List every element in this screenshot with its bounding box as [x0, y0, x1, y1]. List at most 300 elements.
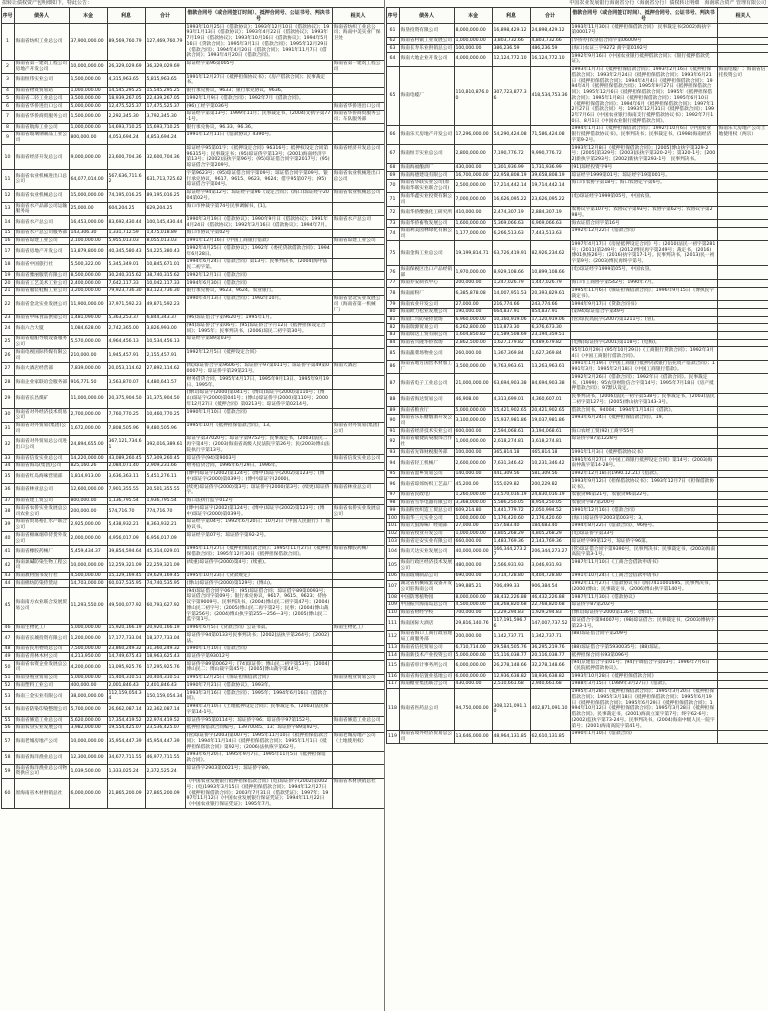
cell-interest: 21,589,508.69	[492, 331, 530, 339]
cell-debtor: 海南省水产总公司	[14, 216, 69, 229]
cell-related	[717, 630, 768, 643]
cell-debtor: 海南省二轻工业总公司	[14, 95, 69, 103]
cell-total: 20,404,310.51	[145, 674, 185, 682]
cell-principal: 1,600,000.00	[454, 220, 492, 228]
cell-index: 18	[1, 258, 14, 271]
cell-related	[332, 724, 384, 732]
cell-contracts: 1990年1月10日《借款合同》	[185, 409, 332, 422]
cell-debtor: 海南行政区经济技术发展公司	[400, 559, 453, 571]
cell-interest: 7,642,117.33	[107, 280, 145, 288]
cell-interest: 34,677,711.55	[107, 751, 145, 764]
table-row	[1, 588, 384, 624]
cell-index: 109	[386, 601, 399, 609]
table-row	[1, 518, 384, 531]
cell-total: 27,892,114.62	[145, 362, 185, 375]
cell-interest: 112,159,054.34	[107, 690, 145, 703]
table-row	[1, 245, 384, 258]
cell-principal: 14,220,000.00	[69, 455, 107, 463]
cell-total: 4,853,694.24	[145, 131, 185, 144]
cell-debtor: 海南省对外经济技术贸易公司	[15, 409, 68, 421]
cell-principal: 8,000,000.00	[454, 24, 492, 37]
cell-contracts: 农协议字第107号；农协议字第93号；农协字第62号；农协议字第298号。	[570, 206, 717, 219]
cell-contracts: (管)琼民高院字(2007)第1211号；(管)。	[570, 316, 717, 324]
cell-total: 3,792,345.30	[145, 110, 185, 123]
cell-total: 2,909,231.66	[145, 462, 185, 470]
cell-related	[332, 690, 384, 703]
cell-principal: 6,960,000.00	[454, 316, 492, 324]
cell-index: 31	[1, 422, 14, 435]
table-row	[386, 617, 768, 630]
cell-index: 96	[386, 478, 399, 491]
cell-total: 39,658,808.19	[530, 172, 570, 180]
cell-principal: 37,900,000.00	[69, 24, 107, 60]
cell-contracts: 1993年10月28日《抵押担保借款合同》	[570, 673, 717, 681]
table-row	[1, 349, 384, 362]
cell-debtor: 海南六合大厦	[14, 322, 69, 335]
cell-principal: 190,000.00	[454, 308, 492, 316]
cell-principal: 3,982,000.00	[69, 724, 107, 732]
cell-index: 54	[1, 703, 14, 716]
cell-index: 38	[1, 505, 14, 518]
cell-interest: 23,860,249.32	[107, 645, 145, 653]
table-row	[386, 360, 768, 373]
table-row	[1, 462, 384, 470]
cell-index: 13	[1, 203, 14, 216]
cell-total: 46,432,226.88	[530, 594, 570, 602]
cell-principal: 1,000,000.00	[454, 515, 492, 523]
cell-interest: 216,774.66	[492, 301, 530, 309]
table-row	[386, 580, 768, 593]
cell-principal: 430,000.00	[454, 680, 492, 688]
cell-interest: 2,084,071.40	[107, 462, 145, 470]
cell-related	[332, 95, 384, 103]
cell-index: 117	[386, 680, 399, 688]
cell-index: 63	[386, 45, 399, 53]
cell-debtor: 海南省村镇工业发展公司	[400, 38, 453, 44]
cell-debtor: 海南利美园林绿化有限公司	[400, 228, 453, 240]
cell-interest: 367,121,734.61	[107, 435, 145, 454]
cell-index: 112	[386, 630, 399, 643]
cell-interest: 117,191,596.76	[492, 617, 530, 630]
col-header-principal: 本金	[454, 8, 492, 24]
cell-related	[717, 617, 768, 630]
cell-total: 10,460,770.25	[145, 409, 185, 422]
cell-debtor: 海南省水产总公司服务部	[15, 230, 68, 236]
cell-principal: 210,000.00	[69, 349, 107, 362]
cell-principal: 6,000,000.00	[454, 659, 492, 672]
cell-related	[717, 316, 768, 324]
cell-contracts: 琼证经字第96第005号	[185, 60, 332, 73]
cell-index: 55	[1, 717, 14, 725]
cell-interest: 5,345,349.01	[107, 258, 145, 271]
cell-related	[332, 765, 384, 778]
cell-index: 23	[1, 314, 14, 322]
cell-contracts: 1993年12月8日《抵押担保借款合同》；[2005]博山执字第329-2号；[2005]第329号；[2003]法执字第320-2号；第320-1号；[2002]新执字第293号；[2002]新执字第293-1号 民事判决书。	[571, 145, 716, 163]
cell-total: 3,046,931.93	[530, 559, 570, 572]
cell-principal: 200,000.00	[454, 279, 492, 287]
cell-related	[717, 522, 768, 530]
cell-contracts: (博山)琼证字(2000)第041号；(博山)琼证字(2000)第110号；(博山)琼证字(2000)第041号；(博山)琼证侨字(2000)第110号；2000年12月27日《抵押合同》第0213号；琼证侨字第0214号。	[185, 389, 332, 408]
cell-debtor: 海南老城房地产公司	[14, 732, 69, 751]
cell-total: 1,342,737.71	[530, 630, 570, 643]
cell-contracts: 《中国农业发展银行抵押担保借款合同》(电)琼证侨字(2002)第002号；(电)1993年3月15日《抵押担保借款合同》；1994年12月27日《抵押担保借款合同》；2003年7月31日《借款凭证》；1997年；1997年11月12日《中国农业发展银行保证凭证》；1994年11月22日《中国农业银行保证凭证》；1995年7月。	[185, 778, 332, 809]
cell-index: 36	[1, 484, 14, 497]
cell-contracts: 琼证侨字94第0133号民事判决书；[2002]法执字第264号；[2002]法。	[185, 632, 332, 645]
cell-debtor: 海南省医药总公司	[399, 688, 454, 730]
cell-principal: 2,400,000.00	[69, 280, 107, 288]
cell-related	[332, 751, 384, 764]
table-row	[386, 414, 768, 427]
cell-principal: 38,000,000.00	[69, 690, 107, 703]
cell-contracts: 95年10月29日 (95年10月29日)《工商银行贷款合同》；1992年3月4日《中国工商银行借款合同》。	[570, 347, 717, 360]
cell-debtor: 海南棉纺防染侍货站	[14, 580, 69, 588]
cell-total: 4,803,732.66	[530, 37, 570, 45]
cell-index: 43	[1, 572, 14, 580]
cell-contracts: 琼证侨字(94)第9003号	[185, 455, 332, 463]
cell-interest: 5,586,250.05	[492, 499, 530, 507]
cell-total: 17,475,525.37	[145, 103, 185, 111]
cell-principal: 100,000.00	[454, 449, 492, 457]
cell-related	[332, 497, 384, 505]
cell-principal: 17,296,000.00	[454, 125, 492, 144]
cell-principal: 27,000.00	[454, 522, 492, 530]
cell-interest: 15,920,166.19	[107, 624, 145, 632]
table-row	[1, 287, 384, 295]
cell-related	[717, 491, 768, 499]
cell-interest: 18,939,267.05	[107, 95, 145, 103]
cell-interest: 4,313,699.01	[492, 393, 530, 406]
cell-total: 27,865,200.09	[145, 778, 185, 809]
cell-principal: 6,000,000.00	[454, 673, 492, 681]
cell-related	[717, 449, 768, 457]
cell-contracts: 琼证经字第89第03号	[185, 335, 332, 348]
cell-total: 854,837.91	[530, 308, 570, 316]
cell-contracts: 琼证经字99第12号，琼证侨字96第。	[570, 538, 717, 546]
cell-index: 101	[386, 522, 399, 530]
cell-principal: 1,200,000.00	[69, 632, 107, 645]
cell-index: 87	[386, 374, 399, 393]
cell-index: 104	[386, 546, 399, 559]
cell-total: 20,501,355.55	[145, 484, 185, 497]
cell-total: 1,475,018.89	[145, 229, 185, 237]
cell-contracts: 1995年12月25日《保证担保借款合同》	[185, 674, 332, 682]
cell-total: 31,375,904.50	[145, 389, 185, 408]
cell-related	[717, 507, 768, 515]
cell-related	[332, 703, 384, 716]
cell-principal: 10,000,000.00	[69, 60, 107, 73]
cell-contracts: 1987年11月10日《工商合会借款申请书》	[570, 559, 717, 572]
cell-contracts: 1993年9月12日《担保借款协议书》；1993年12月7日《担保借款协议书》。	[570, 478, 717, 491]
cell-index: 119	[386, 730, 399, 743]
cell-contracts: 1994年8月22日《借款合同》，96格号。	[570, 522, 717, 530]
table-row	[386, 470, 768, 478]
table-row	[386, 324, 768, 332]
cell-interest: 63,694,903.38	[492, 374, 530, 393]
table-row	[1, 580, 384, 588]
cell-total: 127,469,760.79	[145, 24, 185, 60]
cell-debtor: 海南乔安制衣中心	[399, 279, 454, 287]
cell-index: 99	[386, 507, 399, 515]
cell-contracts: 1992年12月1日《借款合同》	[185, 272, 332, 280]
cell-total: 54,225,380.43	[145, 245, 185, 258]
cell-total: 3,194,068.61	[530, 428, 570, 436]
cell-principal: 110,810,876.00	[454, 66, 492, 125]
cell-related	[717, 266, 768, 279]
cell-interest: 308,121,091.10	[492, 688, 530, 730]
cell-principal: 12,300,000.00	[69, 751, 107, 764]
cell-index: 39	[1, 518, 14, 531]
cell-principal: 45,200.00	[454, 478, 492, 491]
cell-contracts: 1991年1月19日《中国工商银行抵押贷款银行信托资产借款合同》；1991年3月；1995年2月18日《中国工商银行借款》。	[570, 360, 717, 373]
cell-contracts: (博中)琼证字(2002)第124号；(博中)琼证字(2002)第123号；(博中)琼证字(2000)第039号。	[185, 505, 332, 518]
cell-interest: 22,958,808.19	[492, 172, 530, 180]
cell-interest: 29,584,505.76	[492, 644, 530, 652]
cell-related	[717, 538, 768, 546]
cell-debtor: 海南省审计事务所公司	[399, 659, 454, 672]
cell-principal: 4,200,000.00	[69, 661, 107, 674]
table-row	[386, 491, 768, 499]
cell-contracts: (博山)琼证侨字(2000)第129号；(博山)。	[185, 580, 332, 588]
cell-contracts: 海农证借合同字第16号	[570, 220, 717, 228]
cell-related	[717, 301, 768, 309]
table-row	[1, 87, 384, 95]
cell-debtor: 海南省林业总公司	[14, 484, 69, 497]
cell-interest: 79,923,736.30	[107, 287, 145, 295]
cell-total: 22,768,820.68	[530, 601, 570, 609]
cell-debtor: 海南省物资贸易站	[14, 87, 69, 95]
cell-interest: 1,301,936.99	[492, 164, 530, 172]
table-row	[1, 272, 384, 280]
table-row	[386, 279, 768, 287]
cell-contracts: (续)琼证侨合字第9606号；琼证侨字97第011号；琼证侨字第49第00007号；琼证侨字第29第21号。	[185, 362, 332, 375]
cell-total: 10,231,346.42	[530, 457, 570, 470]
cell-interest: 60,037,535.95	[107, 580, 145, 588]
cell-interest: 20,375,904.50	[107, 389, 145, 408]
cell-interest: 2,618,274.81	[492, 435, 530, 448]
cell-total: 19,629,169.45	[145, 572, 185, 580]
table-row	[386, 449, 768, 457]
cell-total: 100,145,430.44	[145, 216, 185, 229]
cell-principal: 1,039,500.00	[69, 765, 107, 778]
cell-debtor: 海南省水产品部公司运输服务站	[15, 203, 68, 215]
table-row	[1, 624, 384, 632]
cell-principal: 1,260,000.00	[454, 491, 492, 499]
cell-interest: 1,176,420.60	[492, 515, 530, 523]
table-row	[1, 545, 384, 558]
cell-total: 18,963,625.43	[145, 653, 185, 661]
cell-related	[717, 414, 768, 427]
cell-contracts: (88)琼证借合字第5930035号；(88)琼证。	[570, 644, 717, 652]
cell-index: 98	[386, 499, 399, 507]
cell-debtor: 海南省轻工机械厂	[399, 457, 454, 470]
table-row	[386, 559, 768, 572]
cell-principal: 94,750,000.00	[454, 688, 492, 730]
cell-related: 海南省林业总公司	[332, 484, 384, 497]
cell-related	[717, 478, 768, 491]
table-row	[1, 229, 384, 237]
cell-interest: 1,333,025.24	[107, 765, 145, 778]
cell-interest: 30,240,315.62	[107, 272, 145, 280]
cell-related	[332, 314, 384, 322]
cell-related	[717, 24, 768, 37]
table-row	[386, 45, 768, 53]
table-row	[1, 422, 384, 435]
table-row	[386, 572, 768, 580]
cell-interest: 16,898,429.12	[492, 24, 530, 37]
cell-principal: 2,500,000.00	[454, 179, 492, 192]
cell-debtor: 原海南省木材供销总社	[14, 778, 69, 809]
cell-debtor: 海南省棉麻烟草侍货外发公司	[15, 532, 68, 544]
cell-index: 47	[1, 632, 14, 645]
cell-related	[332, 376, 384, 389]
cell-interest: 3,805,268.29	[492, 530, 530, 538]
cell-principal: 13,646,000.00	[454, 730, 492, 743]
cell-interest: 35,954,447.39	[107, 732, 145, 751]
cell-contracts: 1990年7月21日《借款协议》，1993年。	[185, 682, 332, 690]
cell-total: 45,954,447.39	[145, 732, 185, 751]
cell-related: 海南省第一建筑工程公司	[332, 60, 384, 73]
cell-index: 113	[386, 644, 399, 652]
cell-contracts: 1991年12月27日《抵押担保协议书》；《房产借款合同》；民事裁定书。	[185, 74, 332, 87]
cell-related	[717, 279, 768, 287]
cell-total: 49,871,592.23	[145, 295, 185, 314]
cell-principal: 1,000,000.00	[454, 435, 492, 448]
cell-interest: 4,315,963.65	[107, 74, 145, 87]
cell-contracts: 琼证经字第07号；琼证侨字第92-2号。	[185, 532, 332, 545]
cell-debtor: 海南恒伟实业公司	[14, 74, 69, 87]
cell-index: 44	[1, 580, 14, 588]
table-row	[386, 125, 768, 144]
cell-total: 2,372,525.24	[145, 765, 185, 778]
cell-principal: 6,385,878.08	[454, 287, 492, 300]
cell-related: 海南老城房地产公司（土地使用权）	[332, 732, 384, 751]
cell-contracts: [94]琼证侨合字第06号；[95]琼证侨合字月12日《抵押担保设定合同》；1995年；民事判决书，(2006)琼民二初字第30号。	[185, 322, 332, 335]
cell-related	[332, 258, 384, 271]
cell-principal: 12,600,000.00	[69, 484, 107, 497]
cell-principal: 400,000.00	[69, 682, 107, 690]
cell-related	[717, 227, 768, 240]
cell-principal: 2,925,000.00	[69, 518, 107, 531]
cell-related	[717, 530, 768, 538]
cell-total: 1,731,936.99	[530, 164, 570, 172]
cell-contracts: 1994年9月17日《贷款合同书》	[570, 301, 717, 309]
table-row	[386, 507, 768, 515]
cell-principal: 46,908.00	[454, 393, 492, 406]
col-header-related: 相关人	[332, 8, 384, 24]
cell-principal: 2,862,500.00	[454, 339, 492, 347]
loan-table-left	[1, 7, 385, 809]
table-row	[386, 66, 768, 125]
cell-contracts: 1990年3月19日《借款协议》；1990年9月日《借款协议》；1991年4月24日《借款协议》；1992年3月16日《借款协议》；1994年7月。	[185, 216, 332, 229]
table-row	[386, 301, 768, 309]
cell-total: 486,236.59	[530, 45, 570, 53]
col-header-contracts: 借款合同号（或合同签订时间）、抵押合同号、公证书号、判决书号	[185, 8, 332, 24]
cell-contracts: (海口)农证三字9272 商字第0192号	[570, 45, 717, 53]
cell-interest: 17,214,442.14	[492, 179, 530, 192]
table-row	[1, 124, 384, 132]
cell-principal: 2,100,000.00	[69, 237, 107, 245]
cell-contracts: 1993年11月30日《抵押担保借款合同》 民事裁定书(2002)海执字第00017号	[570, 24, 717, 37]
cell-index: 41	[1, 545, 14, 558]
cell-debtor: 海南瑞源贸易公司	[399, 324, 454, 332]
cell-index: 45	[1, 588, 14, 624]
table-row	[386, 659, 768, 672]
cell-total: 62,610,131.85	[530, 730, 570, 743]
table-row	[1, 95, 384, 103]
cell-debtor: 海南省防染印染整理公司	[14, 703, 69, 716]
cell-principal: 21,000,000.00	[454, 374, 492, 393]
cell-debtor: 海南省玻璃钢制品工业公司	[15, 132, 68, 144]
cell-index: 74	[386, 227, 399, 240]
cell-related: 海南省农业机械进出口总公司	[332, 170, 384, 189]
cell-related	[717, 673, 768, 681]
cell-principal: 3,500,000.00	[454, 360, 492, 373]
cell-related: 海南省水产总公司	[332, 216, 384, 229]
table-row	[386, 393, 768, 406]
cell-interest: 12,475,525.37	[107, 103, 145, 111]
col-header-interest: 利息	[107, 8, 145, 24]
col-header-index: 序号	[1, 8, 14, 24]
cell-contracts: 琼证经字第04号；1992年6月20日；10月2日《中国人民银行》广场协议书。	[186, 519, 331, 531]
cell-principal: 5,570,000.00	[69, 335, 107, 348]
table-row	[1, 559, 384, 572]
cell-total: 10,534,456.13	[145, 335, 185, 348]
cell-contracts: 琼证侨字第93012号	[185, 653, 332, 661]
cell-total: 5,815,963.65	[145, 74, 185, 87]
table-row	[1, 203, 384, 216]
cell-index: 35	[1, 470, 14, 483]
cell-related: 海南生物化工厂	[332, 624, 384, 632]
table-row	[1, 103, 384, 111]
cell-index: 72	[386, 206, 399, 219]
cell-contracts: 琼证经字1999第01号；琼证经字19第001号。	[570, 172, 717, 180]
cell-total: 45,314,029.01	[145, 545, 185, 558]
cell-related: 海南省华侨进出口公司	[332, 103, 384, 111]
cell-debtor: 海南省海口工商行政管理局工商服务部	[400, 631, 453, 643]
cell-principal: 5,000,000.00	[454, 652, 492, 660]
cell-index: 20	[1, 280, 14, 288]
cell-debtor: 海南省韶乡贸易公司	[399, 470, 454, 478]
table-row	[386, 478, 768, 491]
cell-index: 48	[1, 645, 14, 653]
cell-related	[332, 645, 384, 653]
table-row	[1, 60, 384, 73]
cell-related	[717, 435, 768, 448]
cell-contracts: 1991年12月16日《借款合同》	[570, 507, 717, 515]
cell-related: 海南电缆厂；海南省信托投资公司	[717, 66, 768, 125]
cell-principal: 690,000.00	[454, 572, 492, 580]
table-row	[386, 145, 768, 164]
cell-principal: 1,500,000.00	[69, 110, 107, 123]
cell-index: 89	[386, 407, 399, 415]
cell-contracts: 1991年6月27日《中国工商银行抵押设定合同》第14号；(2003)海南仲裁字第14-28号。	[570, 457, 717, 470]
cell-index: 59	[1, 765, 14, 778]
cell-debtor: 海南新技术产业投资公司	[400, 652, 453, 658]
table-row	[1, 751, 384, 764]
cell-index: 79	[386, 301, 399, 309]
cell-index: 27	[1, 362, 14, 375]
cell-index: 52	[1, 682, 14, 690]
cell-principal: 800,000.00	[69, 131, 107, 144]
cell-index: 4	[1, 87, 14, 95]
cell-debtor: 海南省海信置业基地公司	[400, 673, 453, 679]
cell-contracts: 琼证侨字2903第0021号；琼证侨字89。	[185, 765, 332, 778]
cell-related	[332, 559, 384, 572]
table-row	[386, 179, 768, 192]
cell-related	[332, 518, 384, 531]
cell-related	[717, 407, 768, 415]
table-row	[386, 172, 768, 180]
